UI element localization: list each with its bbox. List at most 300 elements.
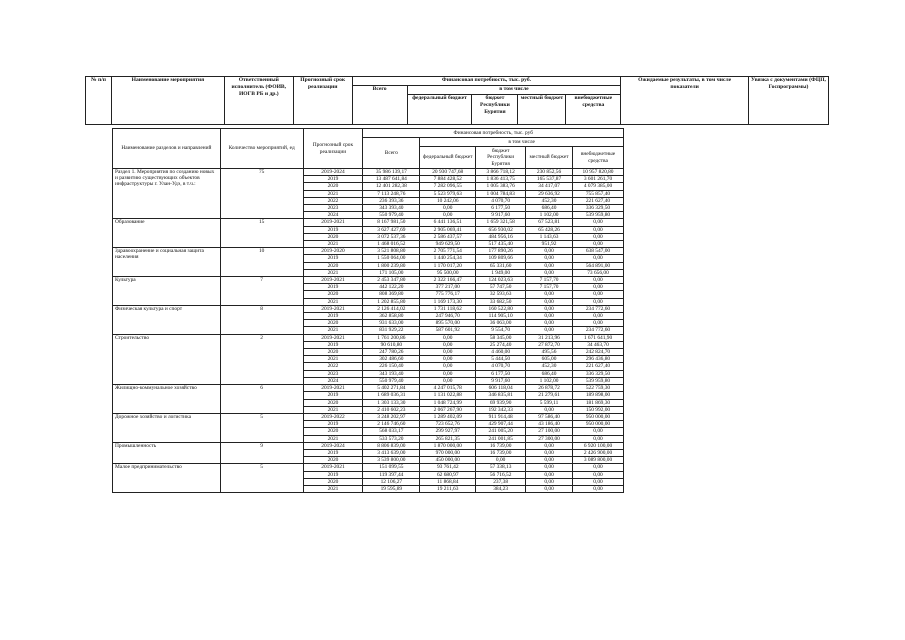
cell-amount: 221 627,40 (573, 363, 624, 370)
cell-amount: 1 005 383,76 (476, 183, 526, 190)
cell-amount: 3 601 261,70 (573, 176, 624, 183)
cell-amount: 62 680,97 (420, 471, 476, 478)
cell-term: 2022 (303, 197, 363, 204)
header-total: Всего (352, 86, 407, 125)
cell-amount: 189 898,00 (573, 392, 624, 399)
table-row (113, 442, 624, 449)
cell-amount: 1 800 239,80 (363, 262, 420, 269)
cell-amount: 16 739,00 (476, 442, 526, 449)
cell-amount: 0,00 (420, 363, 476, 370)
section-name: Жилищно-коммунальное хозяйство (113, 385, 221, 414)
cell-amount: 2 426 900,00 (573, 449, 624, 456)
table-row (113, 413, 624, 420)
cell-amount: 2 410 602,23 (363, 406, 420, 413)
cell-amount: 450 000,00 (420, 457, 476, 464)
cell-amount: 0,00 (420, 212, 476, 219)
th-rep: бюджет Республики Бурятия (476, 147, 526, 169)
cell-amount: 35 986 139,17 (363, 169, 420, 176)
cell-amount: 755 857,40 (573, 190, 624, 197)
cell-term: 2020 (303, 291, 363, 298)
cell-amount: 343 193,40 (363, 370, 420, 377)
cell-amount: 9 554,70 (476, 327, 526, 334)
cell-amount: 1 102,00 (526, 212, 573, 219)
cell-amount: 12 401 282,38 (363, 183, 420, 190)
section-name: Строительство (113, 334, 221, 384)
cell-amount: 10 957 820,80 (573, 169, 624, 176)
cell-amount: 452,30 (526, 363, 573, 370)
cell-amount: 3 539 800,00 (363, 457, 420, 464)
cell-term: 2021 (303, 485, 363, 492)
cell-amount: 69 939,90 (476, 399, 526, 406)
header-fed: федеральный бюджет (407, 95, 472, 125)
cell-amount: 2 146 746,60 (363, 421, 420, 428)
cell-term: 2019-2021 (303, 334, 363, 341)
cell-amount: 1 143,63 (526, 233, 573, 240)
cell-amount: 90 610,80 (363, 341, 420, 348)
cell-amount: 362 858,80 (363, 313, 420, 320)
cell-amount: 0,00 (573, 284, 624, 291)
header-name: Наименование мероприятия (111, 77, 224, 125)
cell-amount: 65 428,26 (526, 226, 573, 233)
cell-amount: 808 369,80 (363, 291, 420, 298)
cell-amount: 58 345,00 (476, 334, 526, 341)
header-link: Увязка с документами (ФЦП, Госпрограммы) (749, 77, 829, 125)
cell-term: 2019 (303, 313, 363, 320)
cell-amount: 5 523 979,63 (420, 190, 476, 197)
cell-amount: 237,38 (476, 478, 526, 485)
cell-amount: 4 070,70 (476, 197, 526, 204)
cell-amount: 638 547,00 (573, 248, 624, 255)
cell-amount: 0,00 (420, 356, 476, 363)
cell-term: 2020 (303, 399, 363, 406)
cell-amount: 11 868,84 (420, 478, 476, 485)
cell-amount: 0,00 (573, 428, 624, 435)
cell-amount: 221 627,40 (573, 197, 624, 204)
cell-amount: 568 033,17 (363, 428, 420, 435)
cell-amount: 0,00 (573, 298, 624, 305)
cell-amount: 686,40 (526, 205, 573, 212)
cell-amount: 7 113 248,76 (363, 190, 420, 197)
cell-amount: 2 126 414,02 (363, 305, 420, 312)
cell-amount: 336 329,50 (573, 370, 624, 377)
cell-amount: 0,00 (526, 327, 573, 334)
th-total: Всего (363, 138, 420, 169)
cell-amount: 3 248 202,97 (363, 413, 420, 420)
cell-amount: 27 872,70 (526, 341, 573, 348)
section-count: 7 (220, 277, 303, 306)
header-table (85, 76, 829, 125)
cell-amount: 0,00 (526, 255, 573, 262)
cell-amount: 230 852,56 (526, 169, 573, 176)
cell-amount: 0,00 (573, 241, 624, 248)
cell-amount: 29 636,92 (526, 190, 573, 197)
cell-amount: 114 905,10 (476, 313, 526, 320)
cell-amount: 97 586,40 (526, 413, 573, 420)
table-row (113, 385, 624, 392)
cell-amount: 150 992,00 (573, 406, 624, 413)
cell-amount: 65 331,60 (476, 262, 526, 269)
cell-amount: 0,00 (526, 442, 573, 449)
cell-term: 2021 (303, 406, 363, 413)
cell-amount: 4 070,70 (476, 363, 526, 370)
cell-amount: 241 001,85 (476, 435, 526, 442)
section-name: Дорожное хозяйство и логистика (113, 413, 221, 442)
cell-amount: 9 917,60 (476, 377, 526, 384)
header-incl: в том числе (407, 86, 621, 95)
section-count: 15 (220, 219, 303, 248)
cell-amount: 949 629,50 (420, 241, 476, 248)
cell-amount: 1 731 118,62 (420, 305, 476, 312)
cell-amount: 656 930,02 (476, 226, 526, 233)
cell-term: 2023 (303, 205, 363, 212)
cell-amount: 119 397,44 (363, 471, 420, 478)
cell-amount: 0,00 (573, 478, 624, 485)
cell-amount: 0,00 (526, 478, 573, 485)
cell-amount: 57 338,13 (476, 464, 526, 471)
cell-amount: 160 522,80 (476, 305, 526, 312)
cell-term: 2019-2021 (303, 277, 363, 284)
cell-amount: 0,00 (526, 305, 573, 312)
table-row (113, 464, 624, 471)
header-results: Ожидаемые результаты, в том числе показатели (621, 77, 749, 125)
cell-amount: 0,00 (526, 457, 573, 464)
cell-amount: 3 866 718,12 (476, 169, 526, 176)
cell-amount: 550 979,40 (363, 377, 420, 384)
cell-amount: 0,00 (526, 406, 573, 413)
cell-amount: 7 157,70 (526, 277, 573, 284)
cell-amount: 533 573,20 (363, 435, 420, 442)
cell-amount: 0,00 (573, 277, 624, 284)
cell-term: 2019 (303, 449, 363, 456)
cell-amount: 1 761 200,86 (363, 334, 420, 341)
cell-amount: 951,92 (526, 241, 573, 248)
cell-amount: 236 393,36 (363, 197, 420, 204)
cell-amount: 7 884 428,52 (420, 176, 476, 183)
cell-term: 2021 (303, 327, 363, 334)
cell-amount: 296 436,80 (573, 356, 624, 363)
cell-term: 2020 (303, 428, 363, 435)
cell-amount: 27 300,00 (526, 435, 573, 442)
cell-amount: 73 656,00 (573, 269, 624, 276)
cell-term: 2024 (303, 212, 363, 219)
cell-amount: 0,00 (573, 320, 624, 327)
cell-amount: 299 927,97 (420, 428, 476, 435)
cell-amount: 20 930 747,68 (420, 169, 476, 176)
cell-term: 2021 (303, 241, 363, 248)
cell-term: 2019-2021 (303, 464, 363, 471)
cell-amount: 234 772,60 (573, 305, 624, 312)
section-name: Промышленность (113, 442, 221, 464)
cell-amount: 1 289 402,09 (420, 413, 476, 420)
cell-amount: 31 213,96 (526, 334, 573, 341)
cell-amount: 0,00 (573, 255, 624, 262)
cell-amount: 606 118,04 (476, 385, 526, 392)
cell-amount: 0,00 (526, 248, 573, 255)
cell-amount: 1 671 641,90 (573, 334, 624, 341)
cell-amount: 336 329,50 (573, 205, 624, 212)
table-row (113, 277, 624, 284)
data-table (112, 128, 624, 493)
cell-amount: 7 282 096,55 (420, 183, 476, 190)
cell-term: 2021 (303, 435, 363, 442)
cell-amount: 165 537,87 (526, 176, 573, 183)
cell-amount: 3 521 808,80 (363, 248, 420, 255)
cell-amount: 7 157,70 (526, 284, 573, 291)
cell-amount: 1 303 133,30 (363, 399, 420, 406)
cell-amount: 56 716,52 (476, 471, 526, 478)
cell-term: 2019 (303, 226, 363, 233)
th-extra: внебюджетные средства (573, 147, 624, 169)
cell-amount: 93 761,42 (420, 464, 476, 471)
cell-amount: 0,00 (573, 233, 624, 240)
header-finance: Финансовая потребность, тыс. руб. (352, 77, 621, 86)
cell-term: 2020 (303, 183, 363, 190)
cell-amount: 36 063,00 (476, 320, 526, 327)
cell-amount: 605,00 (526, 356, 573, 363)
cell-amount: 2 067 267,90 (420, 406, 476, 413)
cell-amount: 8 167 981,50 (363, 219, 420, 226)
cell-term: 2020 (303, 233, 363, 240)
cell-amount: 0,00 (526, 269, 573, 276)
header-term: Прогнозный срок реализации (293, 77, 352, 125)
cell-amount: 0,00 (526, 471, 573, 478)
cell-amount: 484 956,16 (476, 233, 526, 240)
cell-amount: 950 000,00 (573, 421, 624, 428)
section-name: Образование (113, 219, 221, 248)
cell-amount: 242 824,70 (573, 349, 624, 356)
cell-amount: 950 000,00 (573, 413, 624, 420)
cell-amount: 5 402 271,84 (363, 385, 420, 392)
cell-amount: 1 169 173,30 (420, 298, 476, 305)
cell-amount: 0,00 (420, 334, 476, 341)
cell-amount: 0,00 (573, 313, 624, 320)
cell-amount: 0,00 (420, 349, 476, 356)
table-row (113, 169, 624, 176)
cell-amount: 0,00 (526, 320, 573, 327)
cell-amount: 0,00 (573, 485, 624, 492)
section-count: 75 (220, 169, 303, 219)
cell-amount: 226 150,40 (363, 363, 420, 370)
section-name: Здравоохранение и социальная защита населения (113, 248, 221, 277)
table-row (113, 219, 624, 226)
cell-amount: 775 776,17 (420, 291, 476, 298)
cell-term: 2019-2021 (303, 219, 363, 226)
cell-amount: 0,00 (573, 291, 624, 298)
cell-amount: 0,00 (573, 435, 624, 442)
cell-amount: 302 486,60 (363, 356, 420, 363)
cell-amount: 970 000,00 (420, 449, 476, 456)
cell-amount: 1 440 254,34 (420, 255, 476, 262)
cell-amount: 247 780,26 (363, 349, 420, 356)
section-count: 5 (220, 464, 303, 493)
cell-amount: 57 747,50 (476, 284, 526, 291)
cell-amount: 247 946,70 (420, 313, 476, 320)
cell-amount: 429 907,44 (476, 421, 526, 428)
cell-amount: 0,00 (573, 471, 624, 478)
cell-amount: 34 463,70 (573, 341, 624, 348)
cell-amount: 6 441 136,51 (420, 219, 476, 226)
cell-term: 2019-2024 (303, 442, 363, 449)
table-row (113, 305, 624, 312)
section-count: 2 (220, 334, 303, 384)
header-extra: внебюджетные средства (566, 95, 621, 125)
cell-amount: 3 072 537,36 (363, 233, 420, 240)
cell-term: 2019 (303, 176, 363, 183)
cell-amount: 27 100,00 (526, 428, 573, 435)
cell-amount: 19 595,89 (363, 485, 420, 492)
cell-amount: 452,30 (526, 197, 573, 204)
section-name: Культура (113, 277, 221, 306)
cell-amount: 13 487 641,84 (363, 176, 420, 183)
section-count: 6 (220, 385, 303, 414)
cell-amount: 2 705 771,54 (420, 248, 476, 255)
cell-amount: 1 102,00 (526, 377, 573, 384)
cell-amount: 3 089 800,00 (573, 457, 624, 464)
cell-amount: 1 048 724,99 (420, 399, 476, 406)
cell-amount: 4 460,00 (476, 349, 526, 356)
cell-amount: 539 959,80 (573, 377, 624, 384)
cell-term: 2019 (303, 341, 363, 348)
cell-term: 2019 (303, 284, 363, 291)
cell-amount: 0,00 (573, 464, 624, 471)
cell-amount: 2 322 166,47 (420, 277, 476, 284)
cell-amount: 0,00 (526, 485, 573, 492)
cell-amount: 1 170 017,20 (420, 262, 476, 269)
cell-amount: 2 905 069,41 (420, 226, 476, 233)
cell-amount: 346 835,81 (476, 392, 526, 399)
cell-amount: 43 186,40 (526, 421, 573, 428)
cell-amount: 1 004 784,83 (476, 190, 526, 197)
cell-amount: 9 917,60 (476, 212, 526, 219)
cell-amount: 0,00 (573, 219, 624, 226)
cell-term: 2019 (303, 471, 363, 478)
cell-amount: 6 177,50 (476, 205, 526, 212)
cell-amount: 895 570,00 (420, 320, 476, 327)
cell-amount: 181 869,30 (573, 399, 624, 406)
cell-term: 2020 (303, 320, 363, 327)
cell-amount: 177 890,26 (476, 248, 526, 255)
cell-amount: 0,00 (420, 205, 476, 212)
cell-amount: 192 342,33 (476, 406, 526, 413)
cell-amount: 5 444,50 (476, 356, 526, 363)
header-num: № п/п (86, 77, 112, 125)
cell-term: 2021 (303, 269, 363, 276)
th-fed: федеральный бюджет (420, 147, 476, 169)
section-name: Раздел 1. Мероприятия по созданию новых и развитию существующих объектов инфраструктуры г. Улан-Удэ, в т.ч.: (113, 169, 221, 219)
table-body (113, 169, 624, 493)
cell-amount: 6 920 100,00 (573, 442, 624, 449)
header-loc: местный бюджет (518, 95, 566, 125)
cell-term: 2019-2022 (303, 413, 363, 420)
cell-amount: 26 878,72 (526, 385, 573, 392)
cell-amount: 0,00 (573, 226, 624, 233)
cell-amount: 0,00 (526, 298, 573, 305)
cell-amount: 4 079 385,00 (573, 183, 624, 190)
th-loc: местный бюджет (526, 147, 573, 169)
cell-amount: 1 659 321,58 (476, 219, 526, 226)
cell-amount: 6 177,50 (476, 370, 526, 377)
cell-amount: 1 949,00 (476, 269, 526, 276)
cell-amount: 0,00 (420, 341, 476, 348)
cell-term: 2019-2024 (303, 169, 363, 176)
cell-term: 2020 (303, 262, 363, 269)
cell-amount: 3 627 427,69 (363, 226, 420, 233)
th-count: Количество мероприятий, ед (220, 129, 303, 169)
cell-term: 2019 (303, 421, 363, 428)
cell-amount: 1 131 022,88 (420, 392, 476, 399)
cell-term: 2019-2020 (303, 248, 363, 255)
cell-term: 2024 (303, 377, 363, 384)
cell-amount: 109 809,66 (476, 255, 526, 262)
cell-amount: 2 586 437,57 (420, 233, 476, 240)
th-finance: Финансовая потребность, тыс. руб (363, 129, 624, 138)
cell-term: 2022 (303, 363, 363, 370)
cell-amount: 0,00 (526, 464, 573, 471)
cell-amount: 384,23 (476, 485, 526, 492)
cell-amount: 539 959,80 (573, 212, 624, 219)
table-row (113, 334, 624, 341)
th-term: Прогнозный срок реализации (303, 129, 363, 169)
cell-amount: 1 202 855,80 (363, 298, 420, 305)
cell-amount: 0,00 (526, 313, 573, 320)
cell-amount: 265 821,35 (420, 435, 476, 442)
cell-amount: 686,40 (526, 370, 573, 377)
cell-amount: 1 468 016,52 (363, 241, 420, 248)
th-section: Наименование разделов и направлений (113, 129, 221, 169)
cell-term: 2019-2021 (303, 305, 363, 312)
cell-amount: 1 550 064,00 (363, 255, 420, 262)
cell-amount: 1 689 036,31 (363, 392, 420, 399)
cell-amount: 931 633,00 (363, 320, 420, 327)
section-count: 9 (220, 442, 303, 464)
header-executor: Ответственный исполнитель (ФОИВ, ИОГВ РБ и др.) (224, 77, 293, 125)
cell-term: 2023 (303, 370, 363, 377)
cell-amount: 564 891,00 (573, 262, 624, 269)
cell-amount: 19 211,63 (420, 485, 476, 492)
cell-term: 2020 (303, 478, 363, 485)
cell-term: 2020 (303, 349, 363, 356)
cell-amount: 32 593,63 (476, 291, 526, 298)
cell-amount: 3 413 639,00 (363, 449, 420, 456)
cell-amount: 343 393,40 (363, 205, 420, 212)
cell-amount: 33 682,50 (476, 298, 526, 305)
cell-amount: 442 122,20 (363, 284, 420, 291)
section-count: 5 (220, 413, 303, 442)
cell-amount: 124 023,63 (476, 277, 526, 284)
cell-amount: 1 870 000,00 (420, 442, 476, 449)
cell-amount: 0,00 (526, 291, 573, 298)
cell-amount: 495,56 (526, 349, 573, 356)
cell-amount: 0,00 (526, 262, 573, 269)
cell-amount: 8 806 839,00 (363, 442, 420, 449)
cell-amount: 10 242,06 (420, 197, 476, 204)
cell-amount: 377 217,00 (420, 284, 476, 291)
cell-amount: 21 279,61 (526, 392, 573, 399)
cell-amount: 34 417,07 (526, 183, 573, 190)
cell-amount: 234 772,60 (573, 327, 624, 334)
cell-term: 2019 (303, 255, 363, 262)
cell-amount: 587 601,92 (420, 327, 476, 334)
cell-amount: 25 274,40 (476, 341, 526, 348)
cell-amount: 550 979,40 (363, 212, 420, 219)
cell-amount: 241 005,20 (476, 428, 526, 435)
cell-term: 2021 (303, 356, 363, 363)
cell-amount: 4 247 015,78 (420, 385, 476, 392)
cell-term: 2019 (303, 392, 363, 399)
cell-amount: 2 453 347,80 (363, 277, 420, 284)
cell-amount: 0,00 (476, 457, 526, 464)
cell-term: 2019-2021 (303, 385, 363, 392)
